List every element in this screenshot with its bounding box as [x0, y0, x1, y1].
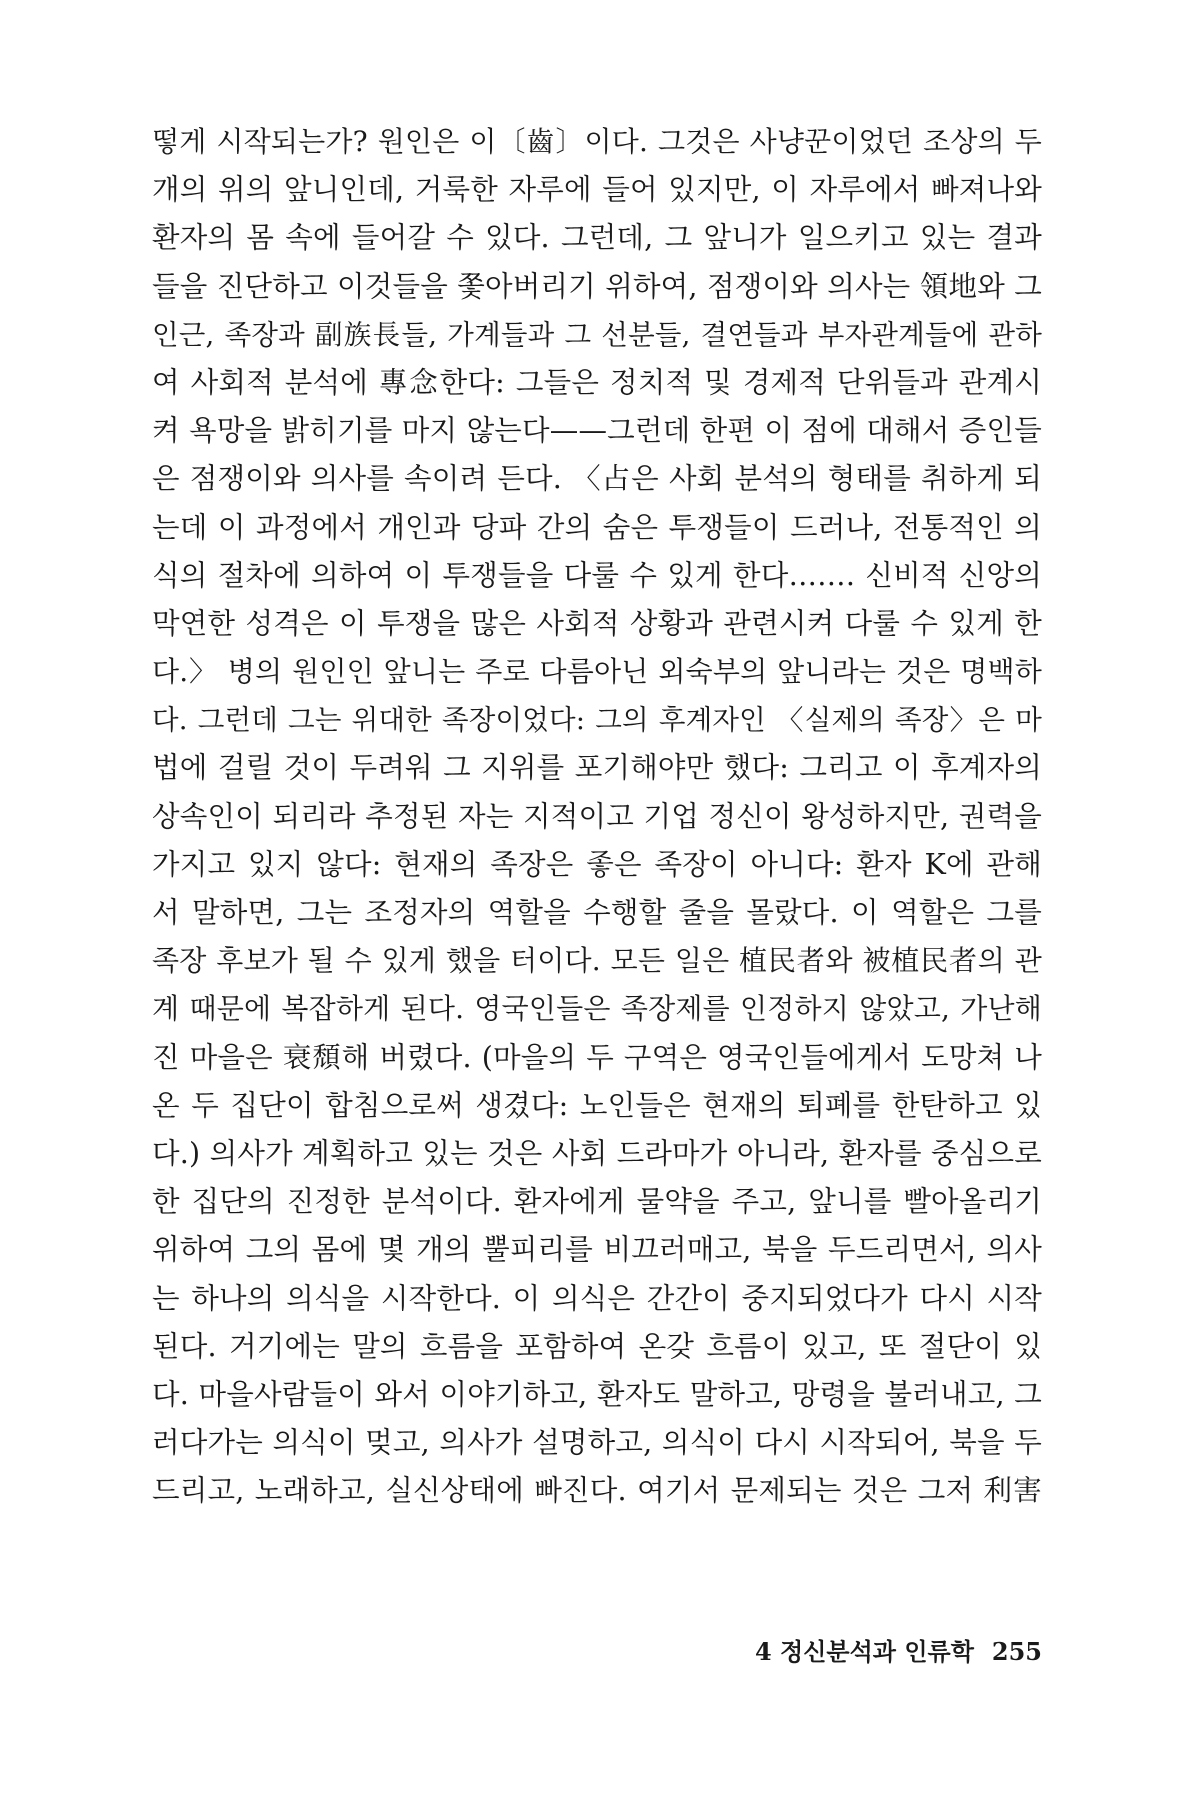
text-line: 다.〉 병의 원인인 앞니는 주로 다름아닌 외숙부의 앞니라는 것은 명백하 [152, 655, 1042, 689]
text-line: 러다가는 의식이 멎고, 의사가 설명하고, 의식이 다시 시작되어, 북을 두 [152, 1426, 1042, 1460]
text-line: 다. 마을사람들이 와서 이야기하고, 환자도 말하고, 망령을 불러내고, 그 [152, 1377, 1042, 1411]
text-line: 는데 이 과정에서 개인과 당파 간의 숨은 투쟁들이 드러나, 전통적인 의 [152, 510, 1042, 544]
text-line: 떻게 시작되는가? 원인은 이〔齒〕이다. 그것은 사냥꾼이었던 조상의 두 [152, 125, 1042, 158]
text-line: 진 마을은 衰頹해 버렸다. (마을의 두 구역은 영국인들에게서 도망쳐 나 [152, 1040, 1042, 1074]
text-line: 다.) 의사가 계획하고 있는 것은 사회 드라마가 아니라, 환자를 중심으로 [152, 1136, 1042, 1170]
page-footer [755, 1632, 1042, 1672]
text-line: 족장 후보가 될 수 있게 했을 터이다. 모든 일은 植民者와 被植民者의 관 [152, 944, 1042, 978]
text-line: 식의 절차에 의하여 이 투쟁들을 다룰 수 있게 한다……. 신비적 신앙의 [152, 558, 1042, 592]
text-line: 인근, 족장과 副族長들, 가계들과 그 선분들, 결연들과 부자관계들에 관하 [152, 318, 1042, 351]
text-line: 법에 걸릴 것이 두려워 그 지위를 포기해야만 했다: 그리고 이 후계자의 [152, 751, 1042, 785]
text-line: 상속인이 되리라 추정된 자는 지적이고 기업 정신이 왕성하지만, 권력을 [152, 799, 1042, 833]
text-line: 개의 위의 앞니인데, 거룩한 자루에 들어 있지만, 이 자루에서 빠져나와 [152, 173, 1042, 207]
page-number: 255 [991, 1637, 1042, 1666]
text-line: 가지고 있지 않다: 현재의 족장은 좋은 족장이 아니다: 환자 K에 관해 [152, 847, 1042, 881]
text-line: 계 때문에 복잡하게 된다. 영국인들은 족장제를 인정하지 않았고, 가난해 [152, 992, 1042, 1026]
text-line: 은 점쟁이와 의사를 속이려 든다. 〈占은 사회 분석의 형태를 취하게 되 [152, 462, 1042, 496]
body-text [152, 118, 1042, 1515]
text-line: 온 두 집단이 합침으로써 생겼다: 노인들은 현재의 퇴폐를 한탄하고 있 [152, 1088, 1042, 1122]
text-line: 들을 진단하고 이것들을 쫓아버리기 위하여, 점쟁이와 의사는 領地와 그 [152, 269, 1042, 303]
text-line: 여 사회적 분석에 專念한다: 그들은 정치적 및 경제적 단위들과 관계시 [152, 365, 1042, 399]
text-line: 한 집단의 진정한 분석이다. 환자에게 물약을 주고, 앞니를 빨아올리기 [152, 1185, 1042, 1219]
text-line: 켜 욕망을 밝히기를 마지 않는다——그런데 한편 이 점에 대해서 증인들 [152, 414, 1042, 448]
text-line: 막연한 성격은 이 투쟁을 많은 사회적 상황과 관련시켜 다룰 수 있게 한 [152, 606, 1042, 640]
text-line: 다. 그런데 그는 위대한 족장이었다: 그의 후계자인 〈실제의 족장〉은 마 [152, 704, 1042, 737]
text-line: 서 말하면, 그는 조정자의 역할을 수행할 줄을 몰랐다. 이 역할은 그를 [152, 896, 1042, 929]
text-line: 환자의 몸 속에 들어갈 수 있다. 그런데, 그 앞니가 일으키고 있는 결과 [152, 221, 1042, 255]
running-chapter-title: 4 정신분석과 인류학 [755, 1637, 974, 1666]
text-line: 드리고, 노래하고, 실신상태에 빠진다. 여기서 문제되는 것은 그저 利害 [152, 1474, 1042, 1508]
text-line: 위하여 그의 몸에 몇 개의 뿔피리를 비끄러매고, 북을 두드리면서, 의사 [152, 1233, 1042, 1267]
text-line: 된다. 거기에는 말의 흐름을 포함하여 온갖 흐름이 있고, 또 절단이 있 [152, 1329, 1042, 1363]
text-line: 는 하나의 의식을 시작한다. 이 의식은 간간이 중지되었다가 다시 시작 [152, 1281, 1042, 1315]
